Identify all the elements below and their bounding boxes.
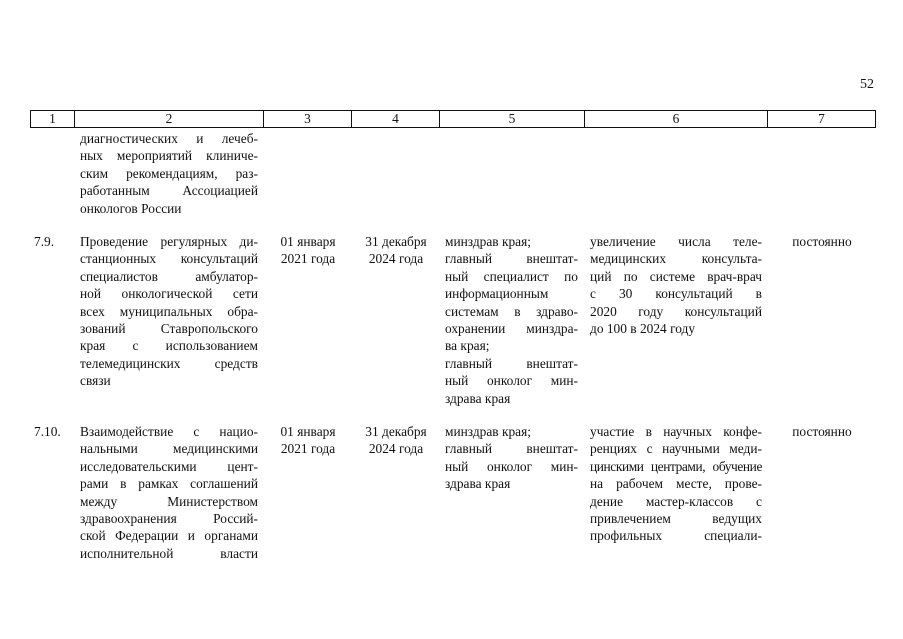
text-line: нальными медицинскими [80, 441, 258, 457]
text-line: 01 января [280, 424, 336, 439]
text-line: Проведение регулярных ди- [80, 234, 258, 249]
text-line: исследовательскими цент- [80, 458, 258, 474]
text-line: здравоохранения Россий- [80, 510, 258, 526]
text-line: постоянно [792, 234, 852, 249]
text-line: ва края; [445, 338, 490, 354]
text-line: участие в научных конфе- [590, 424, 762, 439]
text-line: привлечением ведущих [590, 510, 762, 526]
text-line: 01 января [280, 234, 336, 249]
text-line: онкологов России [80, 200, 182, 216]
text-line: телемедицинских средств [80, 355, 258, 371]
header-col-1: 1 [31, 111, 75, 128]
text-line: всех муниципальных обра- [80, 303, 258, 319]
page-number: 52 [860, 77, 874, 92]
text-line: рами в рамках соглашений [80, 476, 258, 492]
expected-result [590, 423, 762, 545]
header-col-4: 4 [352, 111, 440, 128]
start-date [268, 233, 348, 268]
start-date [268, 423, 348, 458]
text-line: системам в здраво- [445, 303, 578, 319]
frequency [772, 233, 872, 250]
text-line: 2020 году консультаций [590, 303, 762, 319]
text-line: станционных консультаций [80, 251, 258, 267]
text-line: здрава края [445, 476, 511, 492]
text-line: минздрав края; [445, 234, 531, 249]
responsible-executors [445, 233, 578, 407]
text-line: ций по системе врач-врач [590, 268, 762, 284]
column-number-header [30, 110, 876, 128]
text-line: охранении минздра- [445, 320, 578, 336]
text-line: ный онколог мин- [445, 373, 578, 389]
text-line: главный внештат- [445, 441, 578, 457]
text-line: информационным [445, 286, 549, 302]
text-line: ской Федерации и органами [80, 528, 258, 544]
text-line: профильных специали- [590, 528, 762, 544]
text-line: диагностических и лечеб- [80, 131, 258, 146]
text-line: 2024 года [368, 251, 424, 267]
text-line: ренциях с научными меди- [590, 441, 762, 457]
text-line: на рабочем месте, прове- [590, 476, 762, 492]
text-line: главный внештат- [445, 251, 578, 267]
text-line: ной онкологической сети [80, 286, 258, 302]
header-col-6: 6 [585, 111, 768, 128]
end-date [356, 233, 436, 268]
text-line: между Министерством [80, 493, 258, 509]
text-line: работанным Ассоциацией [80, 183, 258, 199]
text-line: увеличение числа теле- [590, 234, 762, 249]
header-col-3: 3 [264, 111, 352, 128]
row-number: 7.9. [34, 234, 55, 249]
text-line: ный онколог мин- [445, 458, 578, 474]
measure-description [80, 423, 258, 562]
text-line: ных мероприятий клиниче- [80, 148, 258, 164]
header-col-5: 5 [440, 111, 585, 128]
frequency [772, 423, 872, 440]
measure-description [80, 233, 258, 390]
continuation-description [80, 130, 258, 217]
text-line: 2021 года [280, 251, 336, 267]
text-line: дение мастер-классов с [590, 493, 762, 509]
text-line: здрава края [445, 390, 511, 406]
responsible-executors [445, 423, 578, 493]
text-line: связи [80, 373, 111, 389]
text-line: постоянно [792, 424, 852, 439]
text-line: Взаимодействие с нацио- [80, 424, 258, 439]
text-line: 31 декабря [365, 424, 427, 439]
header-col-2: 2 [75, 111, 264, 128]
text-line: края с использованием [80, 338, 258, 354]
text-line: ный специалист по [445, 268, 578, 284]
header-col-7: 7 [768, 111, 876, 128]
text-line: специалистов амбулатор- [80, 268, 258, 284]
text-line: с 30 консультаций в [590, 286, 762, 302]
text-line: медицинских консульта- [590, 251, 762, 267]
text-line: 2021 года [280, 441, 336, 457]
row-number: 7.10. [34, 424, 61, 439]
text-line: исполнительной власти [80, 545, 258, 561]
end-date [356, 423, 436, 458]
text-line: 31 декабря [365, 234, 427, 249]
text-line: минздрав края; [445, 424, 531, 439]
text-line: 2024 года [368, 441, 424, 457]
text-line: ским рекомендациям, раз- [80, 165, 258, 181]
text-line: до 100 в 2024 году [590, 320, 696, 336]
text-line: цинскими центрами, обучение [590, 458, 762, 474]
text-line: главный внештат- [445, 355, 578, 371]
text-line: зований Ставропольского [80, 320, 258, 336]
expected-result [590, 233, 762, 337]
